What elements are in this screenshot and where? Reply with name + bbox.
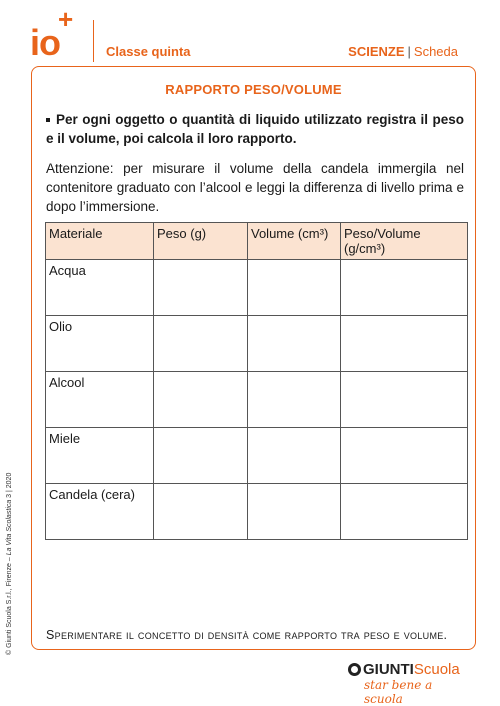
instruction-text: Per ogni oggetto o quantità di liquido utilizzato registra il peso e il volume, poi calcola il loro rapporto. — [46, 112, 464, 146]
column-header-materiale: Materiale — [46, 223, 154, 260]
ratio-cell[interactable] — [341, 428, 468, 484]
volume-cell[interactable] — [248, 316, 341, 372]
material-cell: Alcool — [46, 372, 154, 428]
volume-cell[interactable] — [248, 260, 341, 316]
header-divider — [93, 20, 94, 62]
table-row — [46, 484, 468, 540]
weight-cell[interactable] — [154, 484, 248, 540]
volume-cell[interactable] — [248, 372, 341, 428]
io-plus-logo: io+ — [30, 4, 73, 63]
attention-note: Attenzione: per misurare il volume della candela immergila nel contenitore graduato con l’alcool e leggi la differenza di livello prima e dopo l’immersione. — [46, 161, 464, 214]
material-cell: Olio — [46, 316, 154, 372]
giunti-g-icon — [348, 663, 361, 676]
material-cell: Miele — [46, 428, 154, 484]
brand-tagline: star bene a scuola — [364, 678, 433, 706]
volume-cell[interactable] — [248, 484, 341, 540]
material-cell: Candela (cera) — [46, 484, 154, 540]
ratio-cell[interactable] — [341, 316, 468, 372]
worksheet-title: RAPPORTO PESO/VOLUME — [165, 82, 342, 97]
class-label: Classe quinta — [106, 44, 191, 59]
column-header-peso: Peso (g) — [154, 223, 248, 260]
weight-cell[interactable] — [154, 260, 248, 316]
learning-objective: Sperimentare il concetto di densità come rapporto tra peso e volume. — [46, 628, 448, 642]
page-header — [0, 0, 500, 68]
weight-cell[interactable] — [154, 316, 248, 372]
copyright-notice: © Giunti Scuola S.r.l., Firenze – La Vita Scolastica 3 | 2020 — [6, 472, 13, 655]
volume-cell[interactable] — [248, 428, 341, 484]
table-header-row — [46, 223, 468, 260]
bullet-icon — [46, 118, 50, 122]
table-row — [46, 372, 468, 428]
column-header-rapporto: Peso/Volume (g/cm³) — [341, 223, 468, 260]
table-row — [46, 428, 468, 484]
weight-cell[interactable] — [154, 428, 248, 484]
ratio-cell[interactable] — [341, 260, 468, 316]
weight-cell[interactable] — [154, 372, 248, 428]
ratio-cell[interactable] — [341, 484, 468, 540]
subject-label: SCIENZE | Scheda — [348, 44, 458, 59]
data-table — [45, 222, 468, 540]
giunti-scuola-logo: GIUNTIScuola star bene a scuola — [348, 662, 468, 706]
material-cell: Acqua — [46, 260, 154, 316]
table-row — [46, 260, 468, 316]
column-header-volume: Volume (cm³) — [248, 223, 341, 260]
ratio-cell[interactable] — [341, 372, 468, 428]
table-row — [46, 316, 468, 372]
